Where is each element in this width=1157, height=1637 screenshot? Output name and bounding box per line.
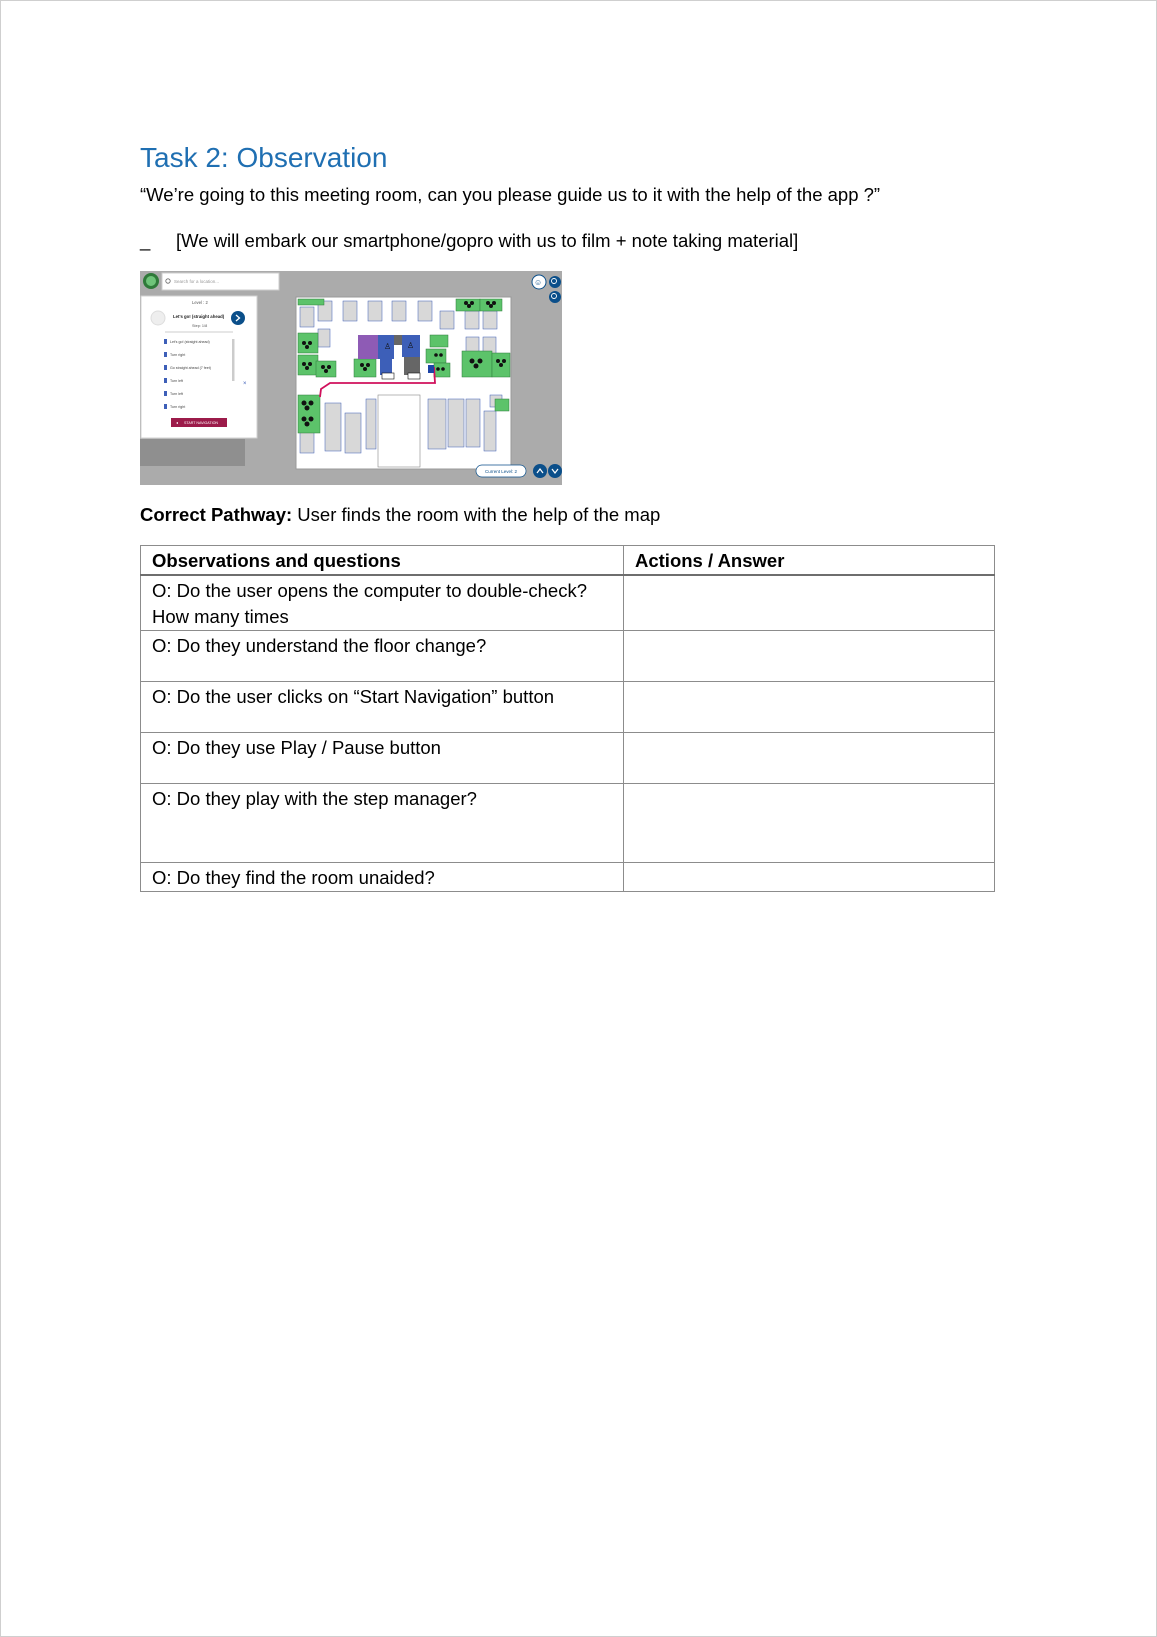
- navigation-arrow-icon: ◂: [176, 421, 178, 425]
- bullet-item: [140, 230, 798, 252]
- app-screenshot: [140, 271, 562, 485]
- pathway-label: Correct Pathway:: [140, 504, 293, 525]
- step-item[interactable]: Turn right: [170, 405, 186, 409]
- level-label: Level : 2: [192, 300, 208, 305]
- start-navigation-button[interactable]: [171, 418, 227, 427]
- zoom-out-button[interactable]: [549, 291, 561, 303]
- observation-cell: O: Do they play with the step manager?: [141, 784, 624, 863]
- task-quote: “We’re going to this meeting room, can you please guide us to it with the help of the app ?”: [140, 184, 881, 205]
- table-row: [141, 863, 995, 892]
- walk-icon: [164, 339, 167, 344]
- table-header-row: [141, 546, 995, 576]
- step-item[interactable]: Turn right: [170, 353, 186, 357]
- close-icon[interactable]: ×: [243, 381, 247, 387]
- restroom-icon: ♙: [407, 341, 415, 350]
- level-up-button[interactable]: [533, 464, 547, 478]
- turn-left-icon: [164, 391, 167, 396]
- turn-left-icon: [164, 378, 167, 383]
- answer-cell[interactable]: [624, 631, 995, 682]
- step-item[interactable]: Go straight ahead (7 feet): [170, 366, 211, 370]
- table-row: [141, 784, 995, 863]
- floor-map[interactable]: [296, 297, 526, 477]
- current-step-label: Let's go! (straight ahead): [173, 314, 225, 319]
- observation-cell: O: Do they find the room unaided?: [141, 863, 624, 892]
- observation-cell: O: Do they understand the floor change?: [141, 631, 624, 682]
- search-placeholder: Search for a location...: [174, 279, 220, 284]
- walk-icon: [164, 365, 167, 370]
- pathway-text: User finds the room with the help of the map: [292, 504, 661, 525]
- header-actions: Actions / Answer: [624, 546, 995, 576]
- accessibility-button[interactable]: [532, 275, 546, 289]
- step-item[interactable]: Turn left: [170, 392, 184, 396]
- bullet-dash: _: [140, 230, 151, 251]
- answer-cell[interactable]: [624, 682, 995, 733]
- current-level-indicator: [476, 465, 526, 477]
- level-down-button[interactable]: [548, 464, 562, 478]
- turn-right-icon: [164, 352, 167, 357]
- answer-cell[interactable]: [624, 575, 995, 631]
- turn-right-icon: [164, 404, 167, 409]
- table-row: [141, 733, 995, 784]
- current-level-label: Current Level: 2: [485, 469, 518, 474]
- next-step-button[interactable]: [231, 311, 245, 325]
- app-logo-icon: [143, 273, 159, 289]
- step-item[interactable]: Turn left: [170, 379, 184, 383]
- header-observations: Observations and questions: [141, 546, 624, 576]
- start-navigation-label: START NAVIGATION: [184, 421, 219, 425]
- bullet-text: [We will embark our smartphone/gopro with us to film + note taking material]: [176, 230, 799, 251]
- destination-marker: [428, 365, 434, 373]
- answer-cell[interactable]: [624, 784, 995, 863]
- page-title: Task 2: Observation: [140, 142, 388, 173]
- table-row: [141, 575, 995, 631]
- table-row: [141, 631, 995, 682]
- directions-panel: [141, 296, 257, 438]
- app-screenshot-drawing: [140, 271, 562, 485]
- answer-cell[interactable]: [624, 863, 995, 892]
- search-input[interactable]: [162, 273, 279, 290]
- correct-pathway: [140, 504, 660, 526]
- observation-cell: O: Do they use Play / Pause button: [141, 733, 624, 784]
- step-item[interactable]: Let's go! (straight ahead): [170, 340, 210, 344]
- zoom-in-button[interactable]: [549, 276, 561, 288]
- observation-cell: O: Do the user opens the computer to double-check? How many times: [141, 575, 624, 631]
- table-row: [141, 682, 995, 733]
- step-counter: Step: 1/8: [192, 324, 208, 328]
- restroom-icon: ♙: [384, 342, 392, 351]
- wheelchair-icon: ☺: [534, 278, 543, 287]
- observations-table: [140, 545, 995, 892]
- answer-cell[interactable]: [624, 733, 995, 784]
- observation-cell: O: Do the user clicks on “Start Navigation” button: [141, 682, 624, 733]
